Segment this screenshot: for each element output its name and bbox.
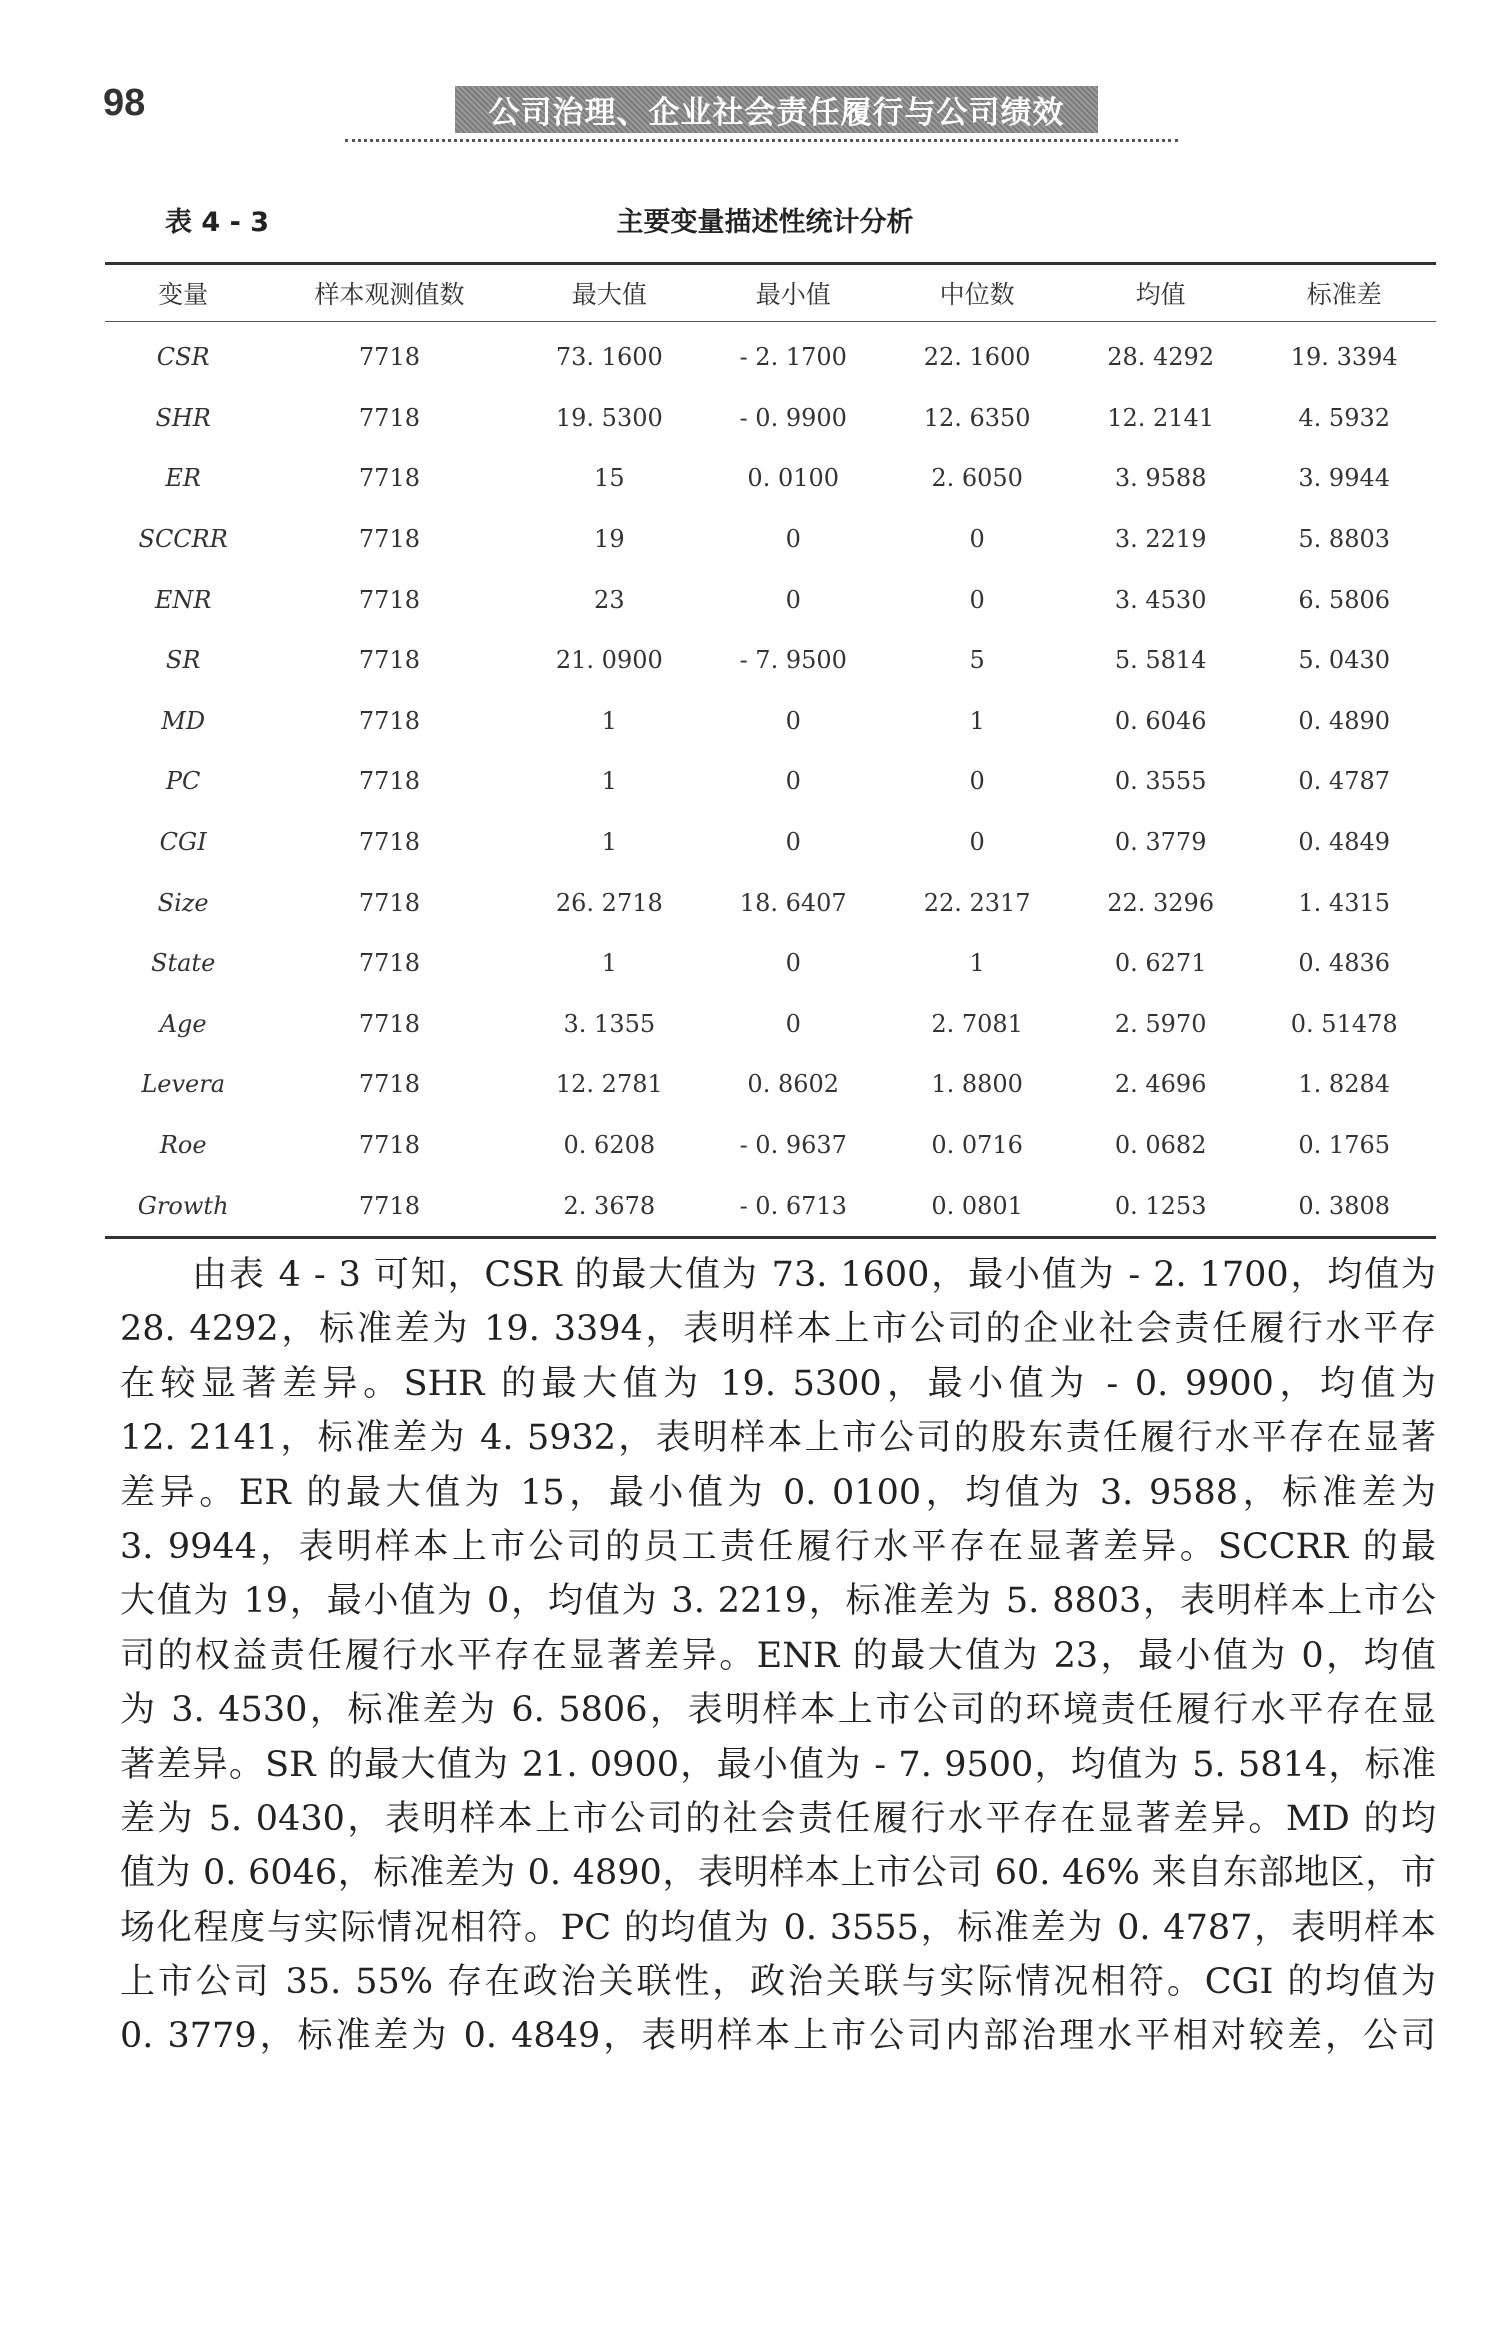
paragraph-line: 0. 3779，标准差为 0. 4849，表明样本上市公司内部治理水平相对较差，公司 bbox=[120, 2016, 1436, 2057]
table-row bbox=[105, 1115, 1436, 1176]
table-cell: 1 bbox=[601, 767, 617, 796]
table-cell: 7718 bbox=[358, 767, 420, 796]
table-row bbox=[105, 994, 1436, 1055]
table-cell: 7718 bbox=[358, 828, 420, 857]
table-cell: - 0. 9637 bbox=[739, 1131, 847, 1160]
table-label: 表 4 - 3 bbox=[165, 207, 269, 238]
table-cell: 3. 9944 bbox=[1298, 464, 1391, 493]
table-cell: 0. 51478 bbox=[1290, 1009, 1398, 1038]
table-cell: 0. 6046 bbox=[1114, 706, 1207, 735]
table-cell: 7718 bbox=[358, 1009, 420, 1038]
table-cell: 3. 9588 bbox=[1114, 464, 1207, 493]
column-header: 样本观测值数 bbox=[314, 280, 465, 309]
table-cell: 2. 7081 bbox=[931, 1009, 1023, 1038]
table-cell: 0. 4787 bbox=[1298, 767, 1391, 796]
table-cell: 3. 1355 bbox=[563, 1009, 656, 1038]
descriptive-statistics-table bbox=[105, 262, 1436, 1239]
table-cell: 0 bbox=[785, 706, 801, 735]
table-cell: 7718 bbox=[358, 949, 420, 978]
paragraph-line: 差为 5. 0430，表明样本上市公司的社会责任履行水平存在显著差异。MD 的均 bbox=[120, 1798, 1436, 1839]
table-row bbox=[105, 448, 1436, 509]
table-cell: 22. 3296 bbox=[1107, 888, 1215, 917]
table-cell: 0. 1253 bbox=[1114, 1191, 1207, 1220]
table-cell: ER bbox=[165, 464, 201, 493]
table-cell: 0. 0801 bbox=[931, 1191, 1023, 1220]
table-cell: 0 bbox=[785, 767, 801, 796]
table-row bbox=[105, 322, 1436, 388]
table-cell: 0 bbox=[785, 828, 801, 857]
table-cell: - 2. 1700 bbox=[739, 343, 847, 372]
table-cell: 0. 4849 bbox=[1298, 828, 1391, 857]
table-cell: 28. 4292 bbox=[1107, 343, 1215, 372]
table-cell: 2. 6050 bbox=[931, 464, 1023, 493]
table-cell: 0. 3555 bbox=[1114, 767, 1207, 796]
paragraph-line: 为 3. 4530，标准差为 6. 5806，表明样本上市公司的环境责任履行水平存在显 bbox=[120, 1690, 1436, 1731]
table-header-row bbox=[105, 264, 1436, 322]
table-cell: SHR bbox=[155, 403, 211, 432]
paragraph-line: 在较显著差异。SHR 的最大值为 19. 5300，最小值为 - 0. 9900，均值为 bbox=[120, 1363, 1436, 1404]
table-cell: 7718 bbox=[358, 525, 420, 554]
table-cell: Age bbox=[159, 1009, 207, 1038]
paragraph-line: 28. 4292，标准差为 19. 3394，表明样本上市公司的企业社会责任履行水平存 bbox=[120, 1309, 1436, 1350]
table-cell: 1. 8284 bbox=[1298, 1070, 1391, 1099]
table-cell: 3. 2219 bbox=[1114, 525, 1207, 554]
table-cell: Roe bbox=[159, 1131, 207, 1160]
table-cell: 0. 6208 bbox=[563, 1131, 656, 1160]
table-cell: PC bbox=[165, 767, 201, 796]
table-cell: 5. 0430 bbox=[1298, 646, 1391, 675]
running-title: 公司治理、企业社会责任履行与公司绩效 bbox=[455, 86, 1098, 133]
table-cell: 0 bbox=[785, 525, 801, 554]
table-cell: 7718 bbox=[358, 1191, 420, 1220]
table-cell: State bbox=[151, 949, 216, 978]
table-cell: 5. 5814 bbox=[1114, 646, 1207, 675]
column-header: 最小值 bbox=[755, 280, 831, 309]
table-cell: 18. 6407 bbox=[739, 888, 847, 917]
table-cell: 5. 8803 bbox=[1298, 525, 1391, 554]
table-row bbox=[105, 691, 1436, 752]
column-header: 均值 bbox=[1135, 280, 1186, 309]
table-cell: CGI bbox=[159, 828, 207, 857]
table-cell: CSR bbox=[156, 343, 210, 372]
table-cell: 21. 0900 bbox=[555, 646, 663, 675]
table-cell: 0. 8602 bbox=[747, 1070, 840, 1099]
table-cell: MD bbox=[161, 706, 206, 735]
table-cell: 0. 0100 bbox=[747, 464, 840, 493]
table-row bbox=[105, 630, 1436, 691]
column-header: 中位数 bbox=[939, 280, 1015, 309]
table-cell: - 0. 6713 bbox=[739, 1191, 847, 1220]
table-cell: 0. 3808 bbox=[1298, 1191, 1391, 1220]
table-cell: - 0. 9900 bbox=[739, 403, 847, 432]
table-cell: 0. 4890 bbox=[1298, 706, 1391, 735]
header-divider bbox=[345, 139, 1178, 142]
body-paragraph bbox=[120, 1248, 1436, 2064]
table-cell: Levera bbox=[141, 1070, 225, 1099]
table-cell: 19. 3394 bbox=[1290, 343, 1398, 372]
table-cell: 2. 5970 bbox=[1114, 1009, 1207, 1038]
paragraph-line: 场化程度与实际情况相符。PC 的均值为 0. 3555，标准差为 0. 4787，表明样本 bbox=[120, 1907, 1436, 1948]
table-row bbox=[105, 388, 1436, 449]
table-cell: 6. 5806 bbox=[1298, 585, 1391, 614]
table-cell: 0 bbox=[969, 828, 985, 857]
paragraph-line: 差异。ER 的最大值为 15，最小值为 0. 0100，均值为 3. 9588，标准差为 bbox=[120, 1472, 1436, 1513]
table-cell: 73. 1600 bbox=[555, 343, 663, 372]
table-cell: 26. 2718 bbox=[555, 888, 663, 917]
page-number: 98 bbox=[103, 82, 146, 124]
table-cell: 1 bbox=[601, 828, 617, 857]
table-cell: 1 bbox=[969, 949, 985, 978]
table-row bbox=[105, 1054, 1436, 1115]
table-cell: 1. 4315 bbox=[1298, 888, 1391, 917]
table-cell: 3. 4530 bbox=[1114, 585, 1207, 614]
paragraph-line: 3. 9944，表明样本上市公司的员工责任履行水平存在显著差异。SCCRR 的最 bbox=[120, 1526, 1436, 1567]
table-cell: 4. 5932 bbox=[1298, 403, 1391, 432]
table-cell: 7718 bbox=[358, 1070, 420, 1099]
table-cell: Growth bbox=[137, 1191, 229, 1220]
table-cell: 0 bbox=[969, 525, 985, 554]
table-cell: 22. 2317 bbox=[923, 888, 1031, 917]
table-cell: 0. 0716 bbox=[931, 1131, 1023, 1160]
table-cell: SCCRR bbox=[138, 525, 228, 554]
table-row bbox=[105, 872, 1436, 933]
table-cell: 0 bbox=[785, 949, 801, 978]
paragraph-line: 值为 0. 6046，标准差为 0. 4890，表明样本上市公司 60. 46% 来自东部地区，市 bbox=[120, 1853, 1436, 1894]
table-cell: 0 bbox=[969, 767, 985, 796]
table-cell: 1. 8800 bbox=[931, 1070, 1023, 1099]
paragraph-line: 12. 2141，标准差为 4. 5932，表明样本上市公司的股东责任履行水平存在显著 bbox=[120, 1418, 1436, 1459]
table-cell: 12. 2781 bbox=[555, 1070, 663, 1099]
table-row bbox=[105, 569, 1436, 630]
table-cell: 0. 3779 bbox=[1114, 828, 1207, 857]
table-cell: - 7. 9500 bbox=[739, 646, 847, 675]
table-cell: 0. 0682 bbox=[1114, 1131, 1207, 1160]
table-cell: 19 bbox=[594, 525, 625, 554]
table-row bbox=[105, 812, 1436, 873]
table-cell: 1 bbox=[601, 706, 617, 735]
table-cell: 1 bbox=[969, 706, 985, 735]
table-cell: 5 bbox=[969, 646, 985, 675]
paragraph-line: 上市公司 35. 55% 存在政治关联性，政治关联与实际情况相符。CGI 的均值为 bbox=[120, 1962, 1436, 2003]
table-cell: 0. 6271 bbox=[1114, 949, 1207, 978]
table-row bbox=[105, 1175, 1436, 1237]
table-cell: SR bbox=[165, 646, 201, 675]
paragraph-line: 司的权益责任履行水平存在显著差异。ENR 的最大值为 23，最小值为 0，均值 bbox=[120, 1635, 1436, 1676]
table-cell: 12. 6350 bbox=[923, 403, 1031, 432]
table-cell: 7718 bbox=[358, 1131, 420, 1160]
table-cell: 7718 bbox=[358, 646, 420, 675]
table-cell: 19. 5300 bbox=[555, 403, 663, 432]
paragraph-line: 著差异。SR 的最大值为 21. 0900，最小值为 - 7. 9500，均值为 5. 5814，标准 bbox=[120, 1744, 1436, 1785]
paragraph-line: 由表 4 - 3 可知，CSR 的最大值为 73. 1600，最小值为 - 2. 1700，均值为 bbox=[192, 1255, 1436, 1295]
column-header: 标准差 bbox=[1306, 280, 1382, 309]
column-header: 最大值 bbox=[571, 280, 647, 309]
paragraph-line: 大值为 19，最小值为 0，均值为 3. 2219，标准差为 5. 8803，表明样本上市公 bbox=[120, 1581, 1436, 1622]
table-row bbox=[105, 933, 1436, 994]
table-title: 主要变量描述性统计分析 bbox=[616, 207, 914, 238]
table-cell: ENR bbox=[154, 585, 212, 614]
table-cell: 0 bbox=[969, 585, 985, 614]
table-cell: 7718 bbox=[358, 585, 420, 614]
column-header: 变量 bbox=[158, 280, 209, 309]
table-cell: 0. 1765 bbox=[1298, 1131, 1391, 1160]
table-cell: 0 bbox=[785, 585, 801, 614]
table-cell: 7718 bbox=[358, 343, 420, 372]
table-cell: 7718 bbox=[358, 464, 420, 493]
table-cell: 7718 bbox=[358, 888, 420, 917]
table-cell: 0. 4836 bbox=[1298, 949, 1391, 978]
table-row bbox=[105, 509, 1436, 570]
table-cell: 1 bbox=[601, 949, 617, 978]
table-cell: 2. 3678 bbox=[563, 1191, 656, 1220]
table-cell: 7718 bbox=[358, 706, 420, 735]
table-cell: 12. 2141 bbox=[1107, 403, 1215, 432]
table-cell: 7718 bbox=[358, 403, 420, 432]
table-cell: Size bbox=[157, 888, 209, 917]
table-cell: 0 bbox=[785, 1009, 801, 1038]
table-cell: 15 bbox=[594, 464, 625, 493]
table-cell: 2. 4696 bbox=[1114, 1070, 1207, 1099]
table-row bbox=[105, 751, 1436, 812]
table-cell: 22. 1600 bbox=[923, 343, 1031, 372]
table-cell: 23 bbox=[594, 585, 625, 614]
